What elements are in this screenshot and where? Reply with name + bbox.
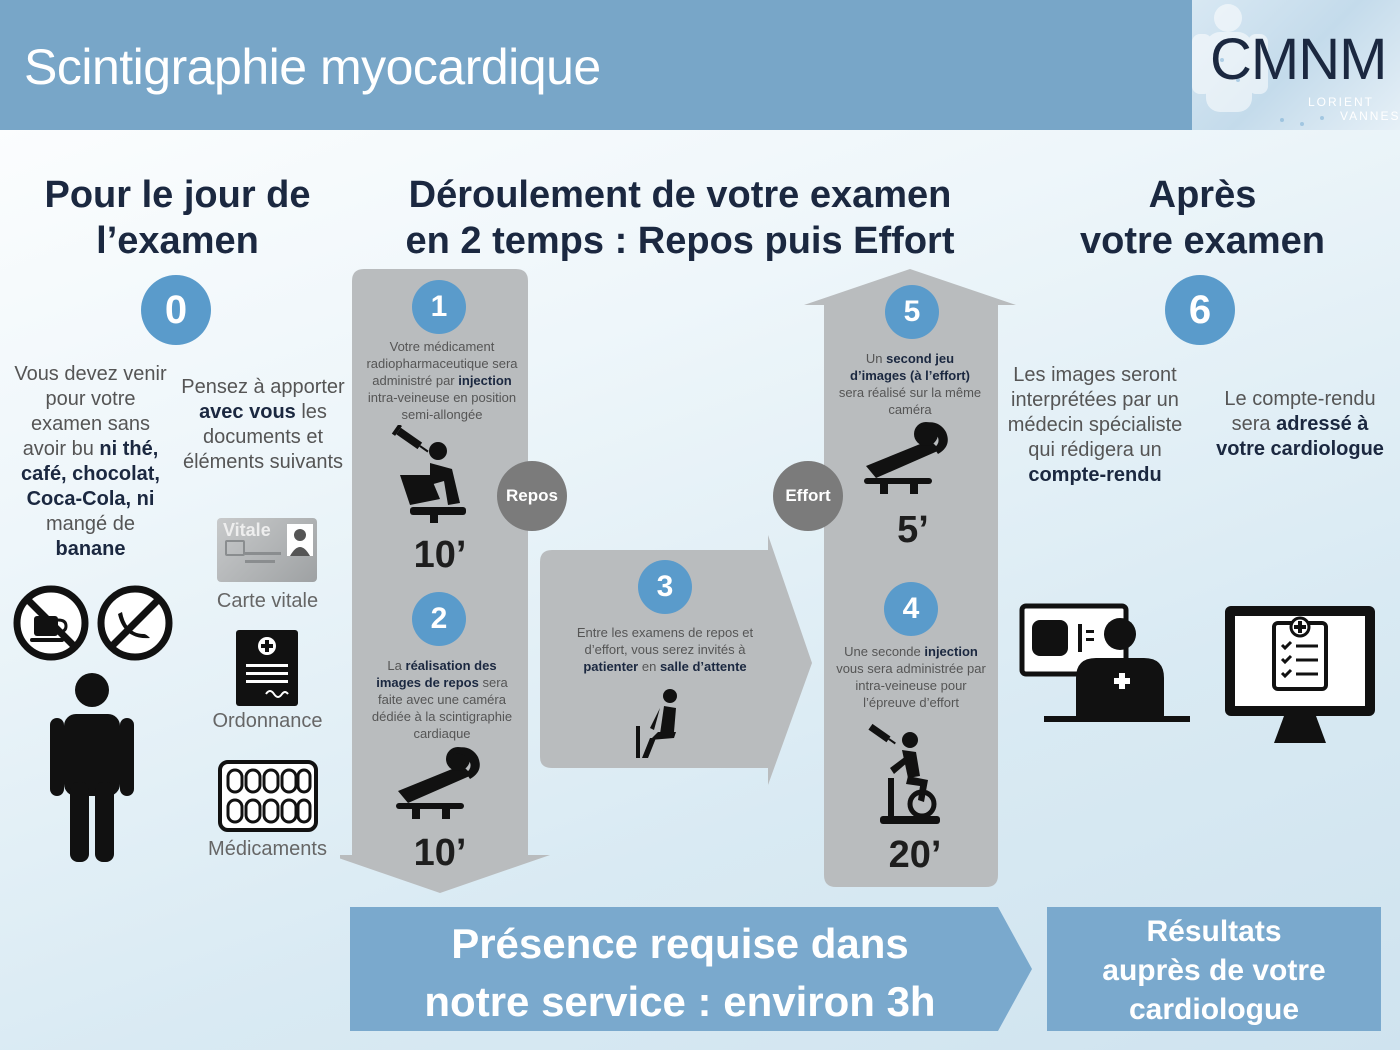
- step-4-text: Une seconde injection vous sera administrée par intra-veineuse pour l’épreuve d’effort: [836, 644, 986, 710]
- ordonnance-label: Ordonnance: [212, 710, 323, 732]
- card-photo: [287, 524, 313, 556]
- doctor-viewing-images-icon: [1018, 602, 1192, 724]
- step-5-text: Un second jeu d’images (à l’effort) sera réalisé sur la même caméra: [838, 351, 982, 417]
- step-5-circle: 5: [885, 285, 939, 339]
- results-line-3: cardiologue: [1128, 993, 1300, 1026]
- after-report-text: Le compte-rendu sera adressé à votre cardiologue: [1216, 388, 1384, 460]
- results-line-1: Résultats: [1146, 915, 1282, 948]
- step-3-text: Entre les examens de repos et d’effort, vous serez invités à patienter en salle d’attente: [576, 625, 754, 674]
- step-2-duration: 10’: [413, 832, 467, 874]
- heading-during-line1: Déroulement de votre examen: [408, 174, 952, 216]
- waiting-seated-person-icon: [630, 688, 686, 758]
- card-chip-icon: [225, 540, 245, 556]
- logo-text: CMNM: [1210, 27, 1387, 92]
- carte-vitale-label: Carte vitale: [216, 590, 319, 612]
- injection-seated-icon: [390, 425, 482, 523]
- step-6-circle: 6: [1165, 275, 1235, 345]
- monitor-report-icon: [1222, 603, 1378, 749]
- page-title: Scintigraphie myocardique: [24, 39, 601, 95]
- medicaments-label: Médicaments: [208, 838, 327, 860]
- step-4-circle: 4: [884, 582, 938, 636]
- camera-bed-effort-icon: [860, 420, 956, 494]
- prescription-icon: [236, 630, 298, 706]
- heading-after: [1030, 172, 1375, 264]
- logo: [1192, 0, 1400, 130]
- presence-line-2: notre service : environ 3h: [424, 978, 936, 1025]
- exercise-bike-injection-icon: [866, 722, 948, 826]
- step-2-circle: 2: [412, 592, 466, 646]
- before-bring-text: Pensez à apporter avec vous les documents et éléments suivants: [181, 376, 345, 473]
- heading-after-line2: votre examen: [1079, 220, 1325, 262]
- heading-before-line1: Pour le jour de: [44, 174, 311, 216]
- logo-subtitle-vannes: VANNES: [1340, 109, 1400, 123]
- before-instructions-text: Vous devez venir pour votre examen sans avoir bu ni thé, café, chocolat, Coca-Cola, ni mangé de banane: [14, 363, 167, 560]
- carte-vitale-card: [217, 518, 317, 582]
- standing-person-icon: [48, 672, 136, 864]
- heading-during-line2: en 2 temps : Repos puis Effort: [405, 220, 955, 262]
- heading-during: [370, 172, 990, 264]
- heading-before-line2: l’examen: [96, 220, 259, 262]
- heading-before: [20, 172, 335, 264]
- results-line-2: auprès de votre: [1102, 954, 1326, 987]
- repos-badge: Repos: [497, 461, 567, 531]
- medication-blister-icon: [218, 760, 318, 832]
- camera-bed-icon: [392, 745, 488, 819]
- heading-after-line1: Après: [1148, 174, 1257, 216]
- no-banana-icon: [96, 584, 174, 662]
- step-1-text: Votre médicament radiopharmaceutique sera administré par injection intra-veineuse en position semi-allongée: [366, 339, 518, 422]
- step-5-duration: 5’: [897, 509, 929, 551]
- presence-line-1: Présence requise dans: [451, 920, 909, 967]
- card-vitale-word: Vitale: [223, 520, 271, 540]
- card-photo-person-icon: [287, 524, 313, 556]
- results-banner-text: [1047, 912, 1381, 1029]
- step-1-circle: 1: [412, 280, 466, 334]
- no-coffee-icon: [12, 584, 90, 662]
- logo-subtitle-lorient: LORIENT: [1308, 95, 1375, 109]
- after-interpretation-text: Les images seront interprétées par un médecin spécialiste qui rédigera un compte-rendu: [1007, 364, 1183, 486]
- effort-badge: Effort: [773, 461, 843, 531]
- presence-banner-text: [360, 915, 1000, 1031]
- step-4-duration: 20’: [888, 834, 942, 876]
- step-2-text: La réalisation des images de repos sera faite avec une caméra dédiée à la scintigraphie cardiaque: [371, 658, 513, 741]
- step-1-duration: 10’: [413, 534, 467, 576]
- step-0-circle: 0: [141, 275, 211, 345]
- step-3-circle: 3: [638, 560, 692, 614]
